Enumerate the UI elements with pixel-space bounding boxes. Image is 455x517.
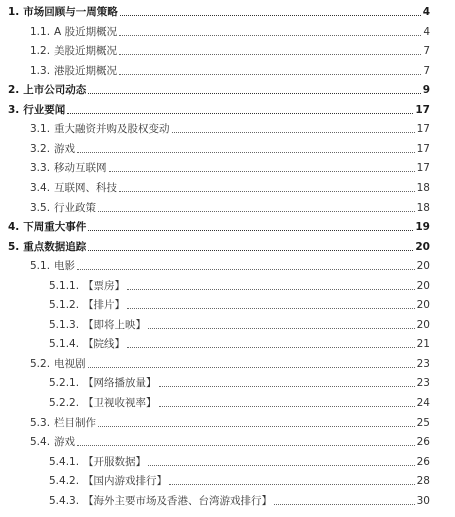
toc-entry-page-number: 17 (415, 103, 430, 116)
toc-entry-page-number: 26 (416, 436, 430, 449)
toc-entry[interactable] (30, 120, 430, 136)
toc-entry-number: 5.3. (30, 416, 51, 429)
toc-entry[interactable] (30, 62, 430, 78)
toc-entry[interactable] (49, 394, 430, 410)
toc-entry-title: 互联网、科技 (54, 181, 118, 194)
toc-entry[interactable] (49, 316, 430, 332)
toc-entry[interactable] (49, 277, 430, 293)
toc-entry-number: 1.3. (30, 64, 51, 77)
toc-dot-leader (98, 211, 415, 212)
toc-entry-number: 2. (8, 84, 20, 97)
toc-entry-title: 栏目制作 (54, 416, 97, 429)
toc-entry[interactable] (49, 374, 430, 390)
toc-dot-leader (127, 289, 415, 290)
toc-entry-title: 【卫视收视率】 (83, 397, 157, 409)
toc-entry-page-number: 21 (416, 338, 430, 351)
toc-entry-page-number: 20 (416, 279, 430, 292)
toc-entry-number: 5.1.2. (49, 299, 80, 312)
toc-entry[interactable] (30, 140, 430, 156)
toc-entry-page-number: 9 (422, 84, 430, 97)
toc-dot-leader (274, 504, 415, 505)
toc-entry[interactable] (30, 42, 430, 58)
toc-dot-leader (127, 308, 415, 309)
toc-entry-page-number: 25 (416, 416, 430, 429)
toc-entry-title: 重点数据追踪 (23, 240, 87, 253)
toc-entry-number: 5.1. (30, 260, 51, 273)
toc-entry[interactable] (49, 472, 430, 488)
toc-dot-leader (172, 132, 415, 133)
toc-entry-page-number: 17 (416, 123, 430, 136)
toc-entry-title: 港股近期概况 (54, 64, 118, 77)
toc-entry-page-number: 20 (416, 318, 430, 331)
toc-entry-page-number: 24 (416, 397, 430, 409)
toc-entry-title: 【开服数据】 (83, 455, 147, 468)
toc-entry-title: 【网络播放量】 (83, 377, 157, 390)
toc-entry[interactable] (8, 101, 430, 117)
toc-entry[interactable] (30, 355, 430, 371)
toc-entry-title: 行业要闻 (23, 103, 66, 116)
toc-entry-number: 5. (8, 240, 20, 253)
toc-entry-page-number: 19 (415, 221, 430, 234)
toc-entry-page-number: 18 (416, 201, 430, 214)
toc-dot-leader (88, 367, 415, 368)
toc-entry-number: 1.1. (30, 25, 51, 38)
toc-entry-title: A 股近期概况 (54, 25, 118, 38)
toc-entry-title: 电视剧 (54, 357, 86, 370)
toc-entry[interactable] (30, 199, 430, 215)
toc-entry[interactable] (49, 453, 430, 469)
toc-dot-leader (98, 426, 415, 427)
toc-entry-number: 1.2. (30, 45, 51, 58)
toc-entry-page-number: 7 (423, 64, 430, 77)
toc-dot-leader (127, 347, 415, 348)
toc-dot-leader (119, 54, 421, 55)
toc-entry[interactable] (49, 335, 430, 351)
toc-entry-page-number: 26 (416, 455, 430, 468)
toc-entry-number: 4. (8, 221, 20, 234)
toc-entry[interactable] (30, 257, 430, 273)
toc-dot-leader (88, 250, 413, 251)
toc-entry-page-number: 4 (423, 25, 430, 38)
toc-entry-number: 3.5. (30, 201, 51, 214)
toc-entry-page-number: 7 (423, 45, 430, 58)
toc-entry-page-number: 23 (416, 357, 430, 370)
toc-entry-number: 1. (8, 6, 20, 18)
toc-entry[interactable] (8, 218, 430, 234)
toc-entry[interactable] (8, 238, 430, 254)
toc-entry-title: 游戏 (54, 142, 76, 155)
toc-entry-number: 3.2. (30, 142, 51, 155)
toc-entry-page-number: 28 (416, 475, 430, 488)
toc-entry[interactable] (30, 159, 430, 175)
toc-entry-page-number: 17 (416, 162, 430, 175)
toc-dot-leader (120, 15, 421, 16)
toc-dot-leader (169, 484, 415, 485)
toc-entry-number: 5.2.2. (49, 397, 80, 409)
toc-entry-number: 3.4. (30, 181, 51, 194)
toc-entry-page-number: 4 (422, 6, 430, 18)
toc-entry[interactable] (30, 414, 430, 430)
toc-dot-leader (77, 152, 415, 153)
toc-entry-number: 3.1. (30, 123, 51, 136)
toc-dot-leader (77, 445, 415, 446)
toc-entry-page-number: 20 (415, 240, 430, 253)
toc-dot-leader (159, 386, 415, 387)
toc-entry-title: 下周重大事件 (23, 221, 87, 234)
toc-dot-leader (119, 191, 415, 192)
toc-entry-number: 3.3. (30, 162, 51, 175)
toc-entry-number: 5.4.1. (49, 455, 80, 468)
toc-entry-title: 【票房】 (83, 279, 126, 292)
toc-entry-title: 【院线】 (83, 338, 126, 351)
toc-dot-leader (148, 465, 415, 466)
toc-dot-leader (109, 171, 415, 172)
toc-dot-leader (67, 113, 413, 114)
toc-dot-leader (88, 230, 413, 231)
toc-entry-title: 【排片】 (83, 299, 126, 312)
toc-entry-number: 3. (8, 103, 20, 116)
toc-dot-leader (119, 35, 421, 36)
toc-entry[interactable] (30, 433, 430, 449)
toc-entry[interactable] (8, 81, 430, 97)
toc-entry-number: 5.1.3. (49, 318, 80, 331)
toc-entry-page-number: 30 (416, 494, 430, 507)
toc-entry[interactable] (49, 492, 430, 508)
toc-entry-title: 游戏 (54, 436, 76, 449)
toc-dot-leader (88, 93, 420, 94)
toc-entry-page-number: 18 (416, 181, 430, 194)
toc-entry-title: 移动互联网 (54, 162, 107, 175)
toc-entry-number: 5.2. (30, 357, 51, 370)
toc-entry-number: 5.4. (30, 436, 51, 449)
toc-entry-page-number: 20 (416, 299, 430, 312)
toc-entry-number: 5.1.1. (49, 279, 80, 292)
toc-dot-leader (119, 74, 421, 75)
toc-entry-number: 5.4.2. (49, 475, 80, 488)
toc-entry-page-number: 20 (416, 260, 430, 273)
toc-entry-title: 【海外主要市场及香港、台湾游戏排行】 (83, 494, 273, 507)
toc-entry-page-number: 17 (416, 142, 430, 155)
toc-entry-number: 5.4.3. (49, 494, 80, 507)
toc-entry-title: 美股近期概况 (54, 45, 118, 58)
toc-entry[interactable] (8, 3, 430, 19)
toc-dot-leader (77, 269, 415, 270)
toc-entry-title: 电影 (54, 260, 76, 273)
toc-entry-title: 重大融资并购及股权变动 (54, 123, 170, 136)
toc-entry-title: 【即将上映】 (83, 318, 147, 331)
toc-entry-title: 上市公司动态 (23, 84, 87, 97)
toc-entry-page-number: 23 (416, 377, 430, 390)
toc-dot-leader (148, 328, 415, 329)
toc-entry[interactable] (49, 296, 430, 312)
toc-entry-number: 5.2.1. (49, 377, 80, 390)
toc-entry-title: 【国内游戏排行】 (83, 475, 168, 488)
toc-entry[interactable] (30, 179, 430, 195)
toc-entry[interactable] (30, 23, 430, 39)
toc-entry-title: 行业政策 (54, 201, 97, 214)
toc-entry-title: 市场回顾与一周策略 (23, 6, 118, 18)
toc-dot-leader (159, 406, 415, 407)
toc-entry-number: 5.1.4. (49, 338, 80, 351)
